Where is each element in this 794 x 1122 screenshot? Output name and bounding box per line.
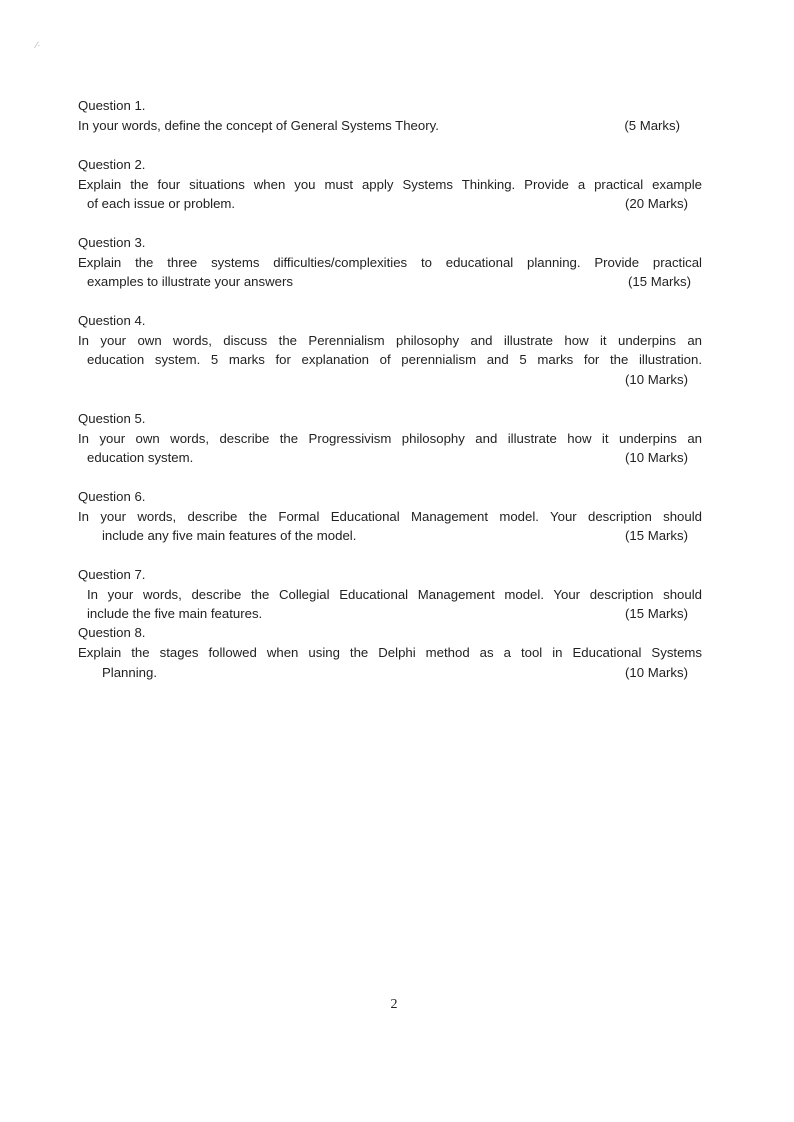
page-number: 2 (390, 997, 398, 1012)
question-6-text-line-2: include any five main features of the model. (102, 528, 357, 543)
question-4-text-line-1: In your own words, discuss the Perennialism philosophy and illustrate how it underpins an (78, 333, 702, 348)
question-8-text-line-2: Planning. (102, 665, 157, 680)
question-5-text-line-2: education system. (87, 450, 194, 465)
question-1-marks: (5 Marks) (624, 118, 680, 133)
question-8-text-line-1: Explain the stages followed when using the Delphi method as a tool in Educational Systems (78, 645, 702, 660)
question-8-marks: (10 Marks) (624, 665, 688, 680)
question-6-label: Question 6. (78, 489, 146, 504)
question-1-text: In your words, define the concept of General Systems Theory. (78, 118, 439, 133)
question-4-marks: (10 Marks) (624, 372, 688, 387)
question-3-text-line-1: Explain the three systems difficulties/complexities to educational planning. Provide practical (78, 255, 702, 270)
question-2-label: Question 2. (78, 157, 146, 172)
question-2-marks: (20 Marks) (624, 196, 688, 211)
question-5-label: Question 5. (78, 411, 146, 426)
question-3-marks: (15 Marks) (627, 274, 691, 289)
scan-mark: ⁄· (36, 40, 41, 50)
question-4-text-line-2: education system. 5 marks for explanation of perennialism and 5 marks for the illustration. (87, 352, 702, 367)
question-5-text-line-1: In your own words, describe the Progressivism philosophy and illustrate how it underpins an (78, 431, 702, 446)
question-6-marks: (15 Marks) (624, 528, 688, 543)
question-5-marks: (10 Marks) (624, 450, 688, 465)
question-7-text-line-1: In your words, describe the Collegial Educational Management model. Your description should (87, 587, 702, 602)
question-2-text-line-1: Explain the four situations when you must apply Systems Thinking. Provide a practical example (78, 177, 702, 192)
question-4-label: Question 4. (78, 313, 146, 328)
question-7-marks: (15 Marks) (624, 606, 688, 621)
question-7-label: Question 7. (78, 567, 146, 582)
question-2-text-line-2: of each issue or problem. (87, 196, 236, 211)
question-6-text-line-1: In your words, describe the Formal Educational Management model. Your description should (78, 509, 702, 524)
question-3-label: Question 3. (78, 235, 146, 250)
question-8-label: Question 8. (78, 625, 146, 640)
question-1-label: Question 1. (78, 98, 146, 113)
question-7-text-line-2: include the five main features. (87, 606, 263, 621)
question-3-text-line-2: examples to illustrate your answers (87, 274, 293, 289)
